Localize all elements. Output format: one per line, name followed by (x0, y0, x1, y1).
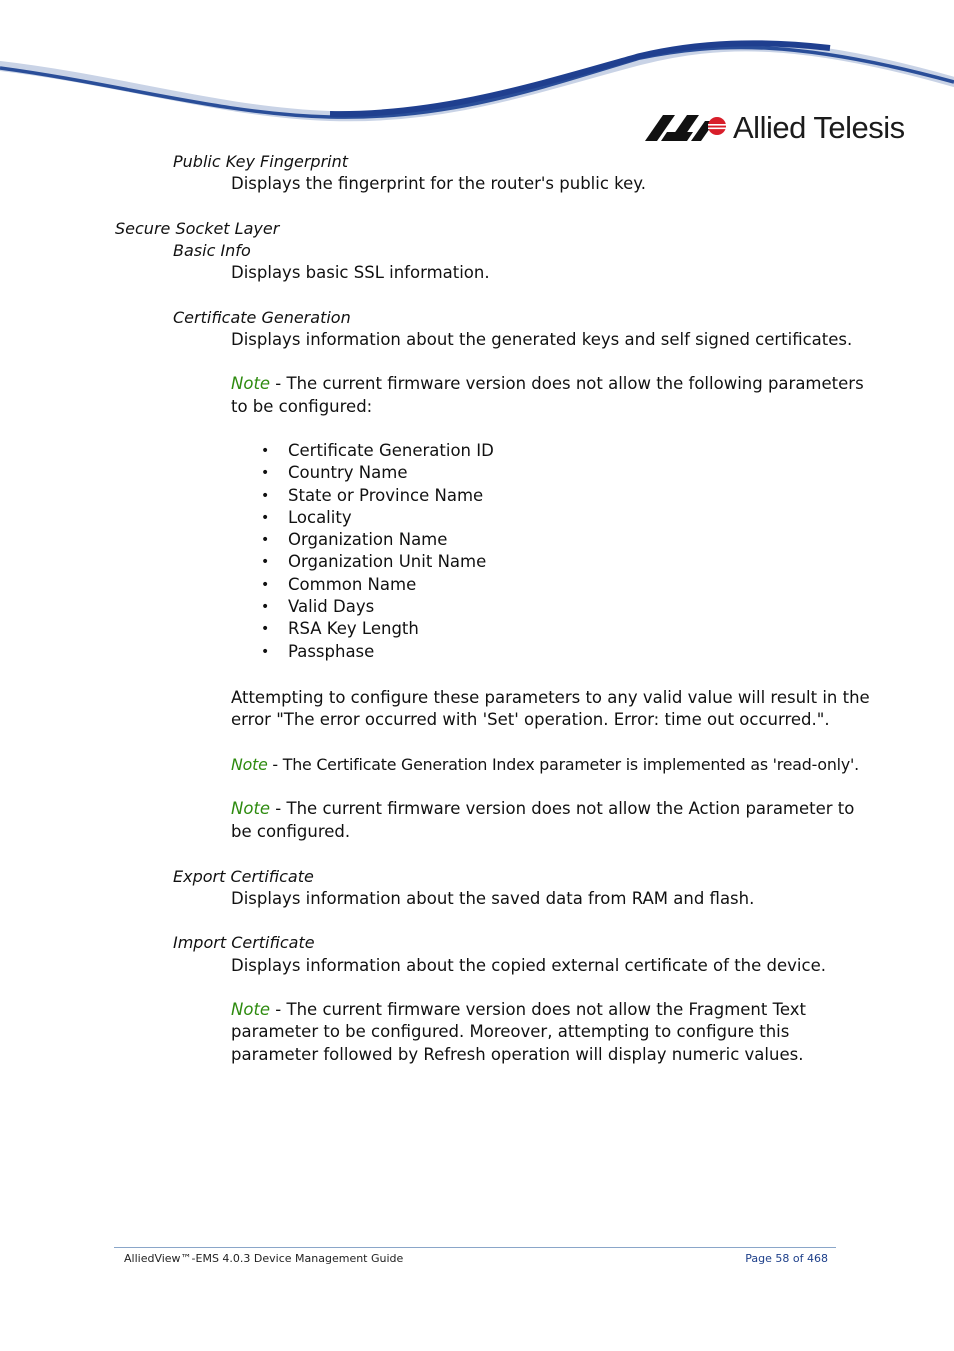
heading-export-certificate: Export Certificate (173, 867, 314, 886)
note-text: - The current firmware version does not allow the Fragment Text (270, 1000, 806, 1019)
note-action-cont: be configured. (231, 822, 351, 841)
bullet-icon: • (261, 554, 270, 571)
list-item: • Locality (258, 507, 494, 529)
note-label: Note (231, 374, 271, 393)
note-label: Note (231, 755, 268, 774)
bullet-icon: • (261, 621, 270, 638)
heading-certificate-generation: Certificate Generation (173, 308, 351, 327)
bullet-icon: • (261, 576, 270, 593)
heading-secure-socket-layer: Secure Socket Layer (115, 219, 280, 238)
parameter-list (258, 440, 494, 663)
logo-text: Allied Telesis (733, 110, 905, 145)
list-item: • Valid Days (258, 596, 494, 618)
list-item: • Common Name (258, 574, 494, 596)
note-fragment-text (231, 998, 806, 1021)
heading-import-certificate: Import Certificate (173, 933, 315, 952)
list-item: • Certificate Generation ID (258, 440, 494, 462)
bullet-icon: • (261, 443, 270, 459)
text-export-certificate: Displays information about the saved data from RAM and flash. (231, 889, 755, 908)
note-text: - The current firmware version does not allow the Action parameter to (270, 799, 855, 818)
note-parameters (231, 372, 864, 395)
note-fragment-text-cont1: parameter to be configured. Moreover, attempting to configure this (231, 1022, 790, 1041)
footer-title: AlliedView™-EMS 4.0.3 Device Management Guide (124, 1252, 404, 1265)
note-label: Note (231, 1000, 271, 1019)
note-action (231, 797, 854, 820)
attempt-text-cont: error "The error occurred with 'Set' operation. Error: time out occurred.". (231, 710, 830, 729)
bullet-icon: • (261, 465, 270, 482)
list-item: • Organization Unit Name (258, 551, 494, 573)
heading-public-key-fingerprint: Public Key Fingerprint (173, 152, 348, 171)
list-item: • RSA Key Length (258, 618, 494, 640)
list-item: • Organization Name (258, 529, 494, 551)
bullet-icon: • (261, 532, 270, 549)
note-text: - The current firmware version does not allow the following parameters (270, 374, 864, 393)
footer-page-number: Page 58 of 468 (745, 1252, 828, 1265)
note-text: - The Certificate Generation Index parameter is implemented as 'read-only'. (267, 755, 859, 774)
note-label: Note (231, 799, 271, 818)
text-import-certificate: Displays information about the copied external certificate of the device. (231, 956, 826, 975)
text-basic-info: Displays basic SSL information. (231, 263, 490, 282)
note-fragment-text-cont2: parameter followed by Refresh operation will display numeric values. (231, 1045, 804, 1064)
allied-telesis-logo-mark-icon (645, 115, 727, 141)
footer-rule (114, 1247, 836, 1248)
text-public-key-fingerprint: Displays the fingerprint for the router's public key. (231, 174, 646, 193)
note-read-only (231, 753, 859, 776)
bullet-icon: • (261, 643, 270, 660)
allied-telesis-logo (645, 108, 905, 148)
bullet-icon: • (261, 487, 270, 504)
attempt-text: Attempting to configure these parameters to any valid value will result in the (231, 688, 870, 707)
bullet-icon: • (261, 599, 270, 616)
list-item: • Country Name (258, 462, 494, 484)
text-certificate-generation: Displays information about the generated keys and self signed certificates. (231, 330, 853, 349)
list-item: • Passphase (258, 641, 494, 663)
bullet-icon: • (261, 509, 270, 526)
heading-basic-info: Basic Info (173, 241, 251, 260)
list-item: • State or Province Name (258, 485, 494, 507)
note-parameters-cont: to be configured: (231, 397, 373, 416)
